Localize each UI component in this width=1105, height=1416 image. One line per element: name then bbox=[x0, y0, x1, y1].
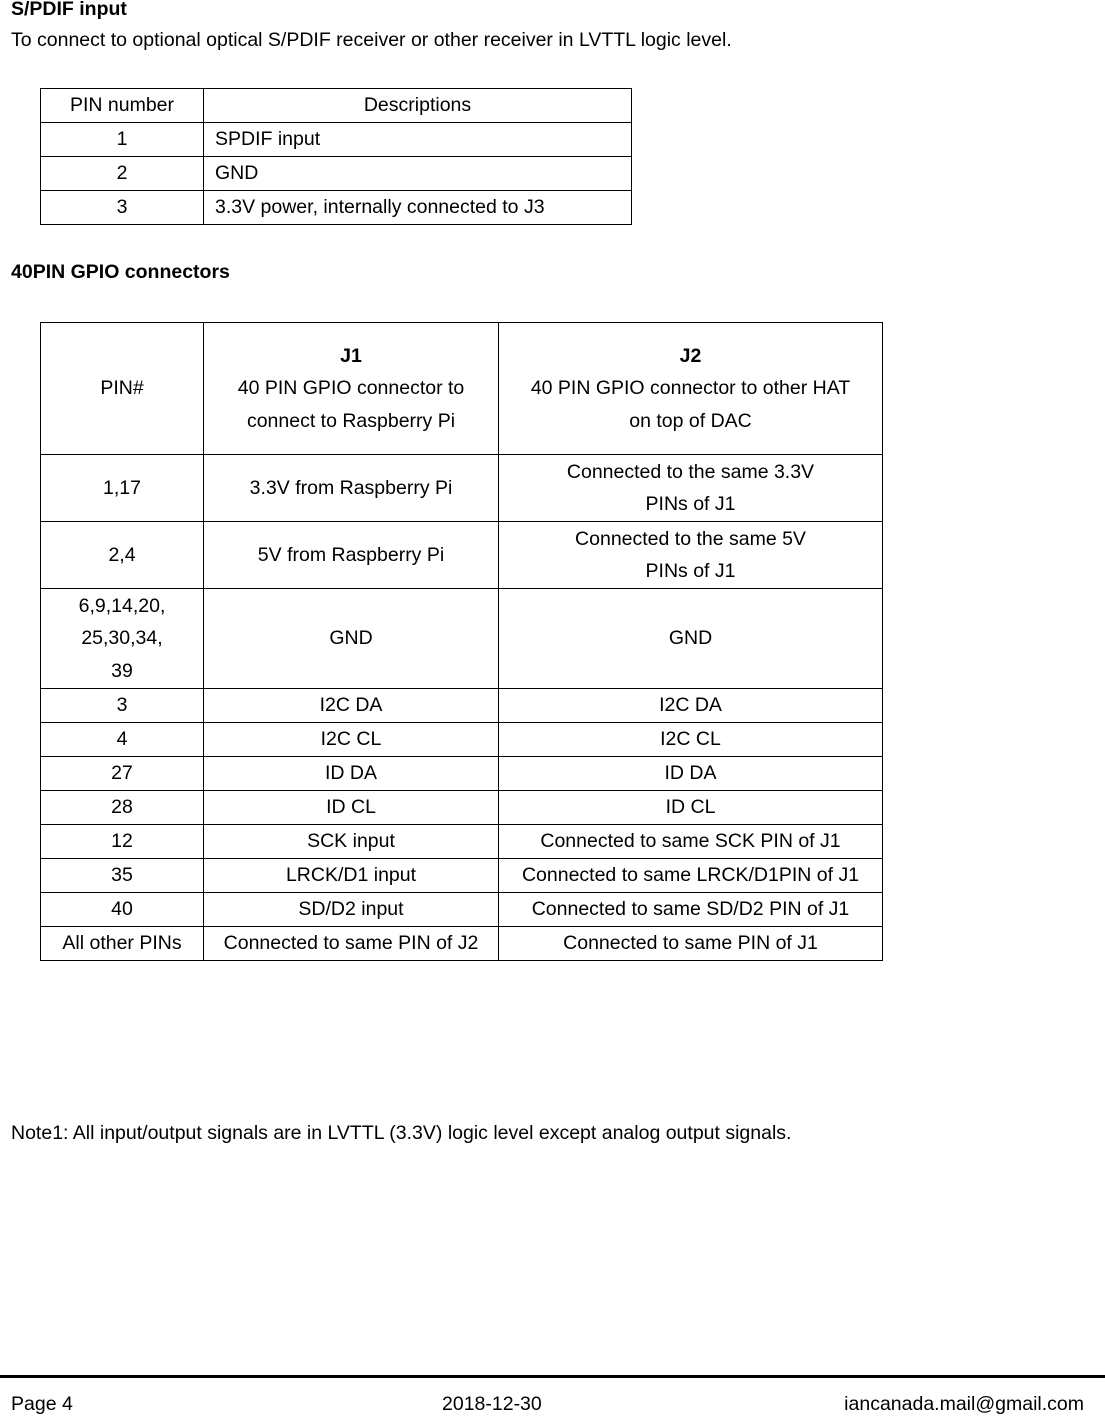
j1-cell: I2C CL bbox=[204, 723, 499, 757]
description-cell: SPDIF input bbox=[204, 123, 632, 157]
pin-cell: 1 bbox=[41, 123, 204, 157]
footer-divider bbox=[0, 1375, 1105, 1378]
j2-cell: Connected to same LRCK/D1PIN of J1 bbox=[499, 859, 883, 893]
j2-cell: Connected to same SD/D2 PIN of J1 bbox=[499, 893, 883, 927]
pin-cell: 1,17 bbox=[41, 455, 204, 522]
spdif-heading: S/PDIF input bbox=[11, 0, 127, 20]
pin-cell-line1: 6,9,14,20, bbox=[78, 594, 166, 617]
j2-cell-line1: Connected to the same 5V bbox=[575, 527, 806, 550]
j2-cell bbox=[499, 455, 883, 522]
j1-cell: ID DA bbox=[204, 757, 499, 791]
table-row bbox=[41, 791, 883, 825]
table-row bbox=[41, 191, 632, 225]
header-j2-line1: 40 PIN GPIO connector to other HAT bbox=[530, 377, 851, 400]
spdif-description: To connect to optional optical S/PDIF receiver or other receiver in LVTTL logic level. bbox=[11, 29, 732, 51]
pin-cell: 35 bbox=[41, 859, 204, 893]
table-row bbox=[41, 893, 883, 927]
pin-cell: 2,4 bbox=[41, 522, 204, 589]
header-pin-number: PIN number bbox=[41, 89, 204, 123]
table-row bbox=[41, 859, 883, 893]
j2-cell: ID DA bbox=[499, 757, 883, 791]
table-row bbox=[41, 522, 883, 589]
j2-cell: Connected to same PIN of J1 bbox=[499, 927, 883, 961]
j2-cell: Connected to same SCK PIN of J1 bbox=[499, 825, 883, 859]
j1-cell: Connected to same PIN of J2 bbox=[204, 927, 499, 961]
pin-cell: 28 bbox=[41, 791, 204, 825]
header-descriptions: Descriptions bbox=[204, 89, 632, 123]
table-row bbox=[41, 825, 883, 859]
pin-cell: 12 bbox=[41, 825, 204, 859]
gpio-table bbox=[40, 322, 883, 961]
footer-page-number: Page 4 bbox=[11, 1393, 73, 1415]
header-j2-title: J2 bbox=[679, 344, 702, 367]
pin-cell-line3: 39 bbox=[111, 659, 133, 682]
j2-cell bbox=[499, 522, 883, 589]
table-row bbox=[41, 927, 883, 961]
j1-cell: LRCK/D1 input bbox=[204, 859, 499, 893]
j2-cell-line2: PINs of J1 bbox=[645, 560, 736, 582]
table-row bbox=[41, 723, 883, 757]
header-j1-title: J1 bbox=[340, 344, 362, 367]
j1-cell: ID CL bbox=[204, 791, 499, 825]
spdif-pin-table bbox=[40, 88, 632, 225]
table-row bbox=[41, 589, 883, 689]
table-header-row bbox=[41, 89, 632, 123]
pin-cell: 4 bbox=[41, 723, 204, 757]
table-row bbox=[41, 757, 883, 791]
note-text: Note1: All input/output signals are in LVTTL (3.3V) logic level except analog output signals. bbox=[11, 1122, 792, 1144]
header-pin: PIN# bbox=[41, 323, 204, 455]
j2-cell-line1: Connected to the same 3.3V bbox=[566, 460, 815, 483]
j2-cell-line2: PINs of J1 bbox=[645, 493, 736, 515]
footer-date: 2018-12-30 bbox=[442, 1393, 542, 1415]
header-j2-line2: on top of DAC bbox=[629, 409, 752, 432]
footer-email: iancanada.mail@gmail.com bbox=[844, 1393, 1084, 1415]
description-cell: 3.3V power, internally connected to J3 bbox=[204, 191, 632, 225]
table-header-row bbox=[41, 323, 883, 455]
j2-cell: ID CL bbox=[499, 791, 883, 825]
j1-cell: 3.3V from Raspberry Pi bbox=[204, 455, 499, 522]
gpio-heading: 40PIN GPIO connectors bbox=[11, 261, 230, 283]
pin-cell: 3 bbox=[41, 191, 204, 225]
pin-cell: 3 bbox=[41, 689, 204, 723]
pin-cell: 27 bbox=[41, 757, 204, 791]
j2-cell: I2C CL bbox=[499, 723, 883, 757]
table-row bbox=[41, 157, 632, 191]
table-row bbox=[41, 689, 883, 723]
j1-cell: GND bbox=[204, 589, 499, 689]
description-cell: GND bbox=[204, 157, 632, 191]
pin-cell-line2: 25,30,34, bbox=[81, 627, 163, 650]
j1-cell: I2C DA bbox=[204, 689, 499, 723]
pin-cell: 2 bbox=[41, 157, 204, 191]
header-j1-line1: 40 PIN GPIO connector to bbox=[237, 377, 465, 400]
j2-cell: I2C DA bbox=[499, 689, 883, 723]
header-j2 bbox=[499, 323, 883, 455]
pin-cell bbox=[41, 589, 204, 689]
j1-cell: SD/D2 input bbox=[204, 893, 499, 927]
j2-cell: GND bbox=[499, 589, 883, 689]
table-row bbox=[41, 123, 632, 157]
table-row bbox=[41, 455, 883, 522]
j1-cell: SCK input bbox=[204, 825, 499, 859]
header-j1 bbox=[204, 323, 499, 455]
pin-cell: 40 bbox=[41, 893, 204, 927]
header-j1-line2: connect to Raspberry Pi bbox=[246, 409, 456, 432]
j1-cell: 5V from Raspberry Pi bbox=[204, 522, 499, 589]
pin-cell: All other PINs bbox=[41, 927, 204, 961]
